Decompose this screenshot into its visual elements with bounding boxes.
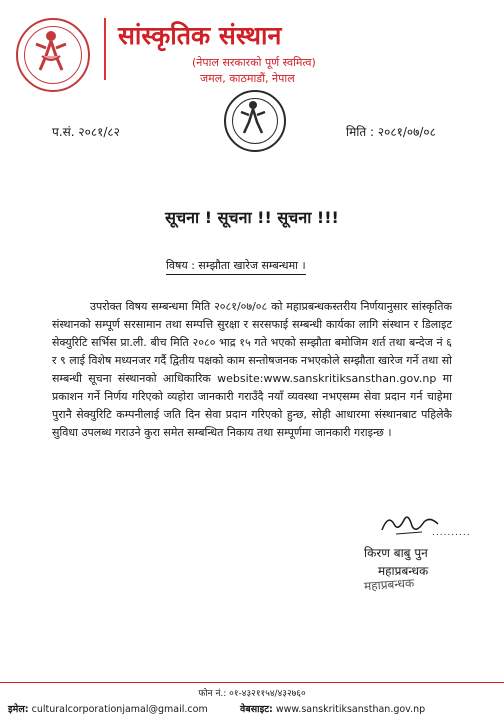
letter-body: उपरोक्त विषय सम्बन्धमा मिति २०८१/०७/०८ को महाप्रबन्धकस्तरीय निर्णयानुसार सांस्कृतिक संस्थानको सम्पूर्ण सरसामान तथा सम्पत्ति सुरक्षा र सरसफाई सम्बन्धी कार्यका लागि संस्थान र डिलाइट सेक्युरिटि सर्भिस प्रा.ली. बीच मिति २०८० भाद्र १५ गते भएको सम्झौता बमोजिम शर्त तथा बन्देज नं ६ र ९ लाई विशेष मध्यनजर गर्दै द्वितीय पक्षको काम सन्तोषजनक नभएकोले सम्झौता खारेज गर्ने तथा सो सम्बन्धी सूचना संस्थानको आधिकारिक website:www.sanskritiksansthan.gov.np मा प्रकाशन गर्ने निर्णय गरिएको व्यहोरा जानकारी गराउँदै नयाँ व्यवस्था नभएसम्म सेवा प्रदान गर्न चाहेमा पुरानै सेक्युरिटि कम्पनीलाई जति दिन सेवा प्रदान गरिएको हुन्छ, सोही आधारमा संस्थानबाट पहिलेकै सुविधा उपलब्ध गराउने कुरा समेत सम्बन्धित निकाय तथा सम्पूर्णमा जानकारी गराइन्छ ।	[52, 300, 452, 439]
header-divider	[104, 18, 106, 80]
website-label: वेबसाइट:	[240, 704, 273, 715]
subject-line: विषय : सम्झौता खारेज सम्बन्धमा ।	[166, 258, 306, 275]
reference-number: प.सं. २०८१/८२	[52, 125, 120, 139]
organization-title: सांस्कृतिक संस्थान	[118, 21, 282, 50]
footer-website	[240, 702, 425, 715]
footer-phone: फोन नं.: ०१-४३२११५४/४३२७६०	[198, 689, 306, 699]
notice-heading: सूचना ! सूचना !! सूचना !!!	[165, 208, 339, 227]
organization-subtitle: (नेपाल सरकारको पूर्ण स्वमित्व)	[192, 56, 316, 69]
dancer-figure-icon	[16, 18, 86, 88]
logo-center	[224, 90, 286, 152]
dancer-figure-icon	[224, 90, 282, 148]
organization-address: जमल, काठमाडौं, नेपाल	[200, 72, 295, 85]
footer-website-link[interactable]: www.sanskritiksansthan.gov.np	[275, 704, 426, 715]
footer-divider	[0, 682, 504, 683]
signer-designation: महाप्रबन्धक	[378, 564, 429, 578]
logo-left	[16, 18, 90, 92]
signer-name: किरण बाबु पुन	[364, 546, 428, 560]
email-label: इमेल:	[8, 704, 29, 715]
footer-email-link[interactable]: culturalcorporationjamal@gmail.com	[31, 704, 208, 715]
signature-line: ..........	[432, 528, 471, 538]
designation-stamp: महाप्रबन्धक	[363, 575, 415, 594]
letter-date: मिति : २०८१/०७/०८	[346, 125, 436, 139]
footer-contacts	[8, 702, 496, 715]
